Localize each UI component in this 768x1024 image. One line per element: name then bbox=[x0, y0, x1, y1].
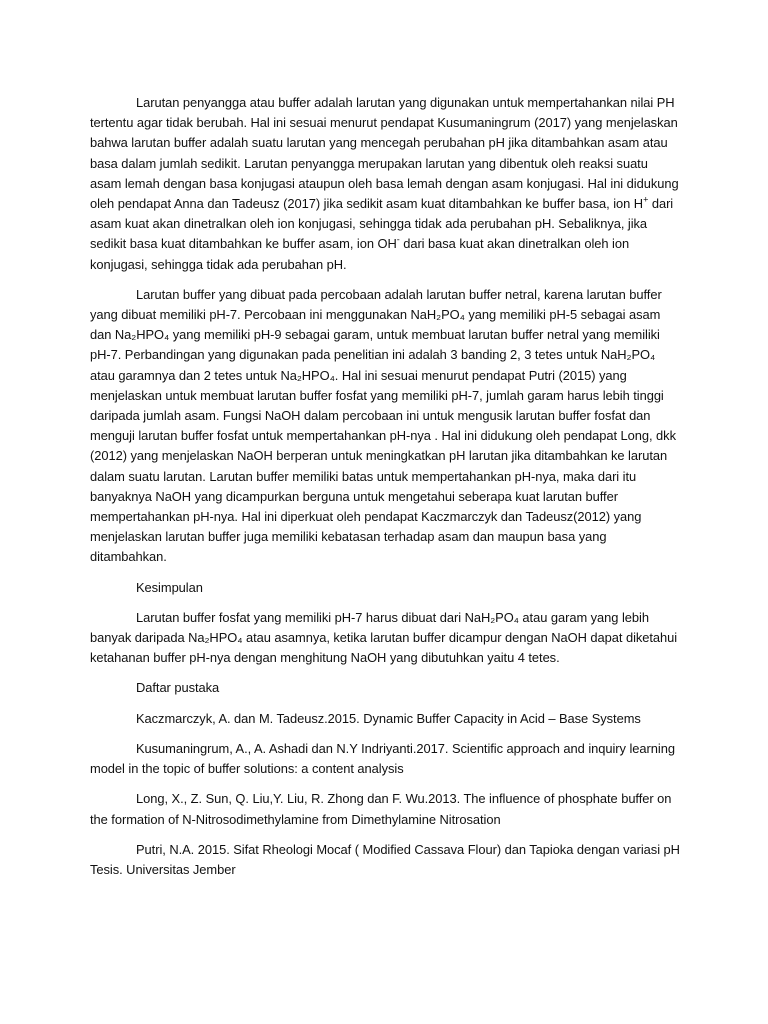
document-body bbox=[90, 93, 680, 890]
paragraph-buffer-definition bbox=[90, 93, 680, 275]
superscript-plus: + bbox=[643, 194, 649, 205]
text-run: dari asam kuat akan dinetralkan oleh ion konjugasi, sehingga tidak ada perubahan pH. Sebaliknya, jika sedikit basa kuat ditambahkan ke buffer asam, ion OH bbox=[90, 196, 674, 252]
text-run: Larutan buffer yang dibuat pada percobaan adalah larutan buffer netral, karena larutan buffer yang dibuat memiliki pH-7. Percobaan ini menggunakan NaH₂PO₄ yang memiliki pH-5 sebagai asam dan Na₂HPO₄ yang memiliki pH-9 sebagai garam, untuk membuat larutan buffer netral yang memiliki pH-7. Perbandingan yang digunakan pada penelitian ini adalah 3 banding 2, 3 tetes untuk NaH₂PO₄ atau garamnya dan 2 tetes untuk Na₂HPO₄. Hal ini sesuai menurut pendapat Putri (2015) yang menjelaskan untuk membuat larutan buffer fosfat yang memiliki pH-7, jumlah garam harus lebih tinggi daripada jumlah asam. Fungsi NaOH dalam percobaan ini untuk mengusik larutan buffer fosfat dan menguji larutan buffer fosfat untuk mempertahankan pH-nya . Hal ini didukung oleh pendapat Long, dkk (2012) yang menjelaskan NaOH berperan untuk meningkatkan pH larutan jika ditambahkan ke larutan dalam suatu larutan. Larutan buffer memiliki batas untuk mempertahankan pH-nya, maka dari itu banyaknya NaOH yang dicampurkan berguna untuk mengetahui seberapa kuat larutan buffer mempertahankan pH-nya. Hal ini diperkuat oleh pendapat Kaczmarczyk dan Tadeusz(2012) yang menjelaskan larutan buffer juga memiliki kebatasan terhadap asam dan maupun basa yang ditambahkan. bbox=[90, 286, 676, 565]
reference-item: Kusumaningrum, A., A. Ashadi dan N.Y Indriyanti.2017. Scientific approach and inquiry learning model in the topic of buffer solutions: a content analysis bbox=[90, 740, 675, 777]
reference-item: Putri, N.A. 2015. Sifat Rheologi Mocaf ( Modified Cassava Flour) dan Tapioka dengan variasi pH Tesis. Universitas Jember bbox=[90, 841, 680, 877]
text-run: dari basa kuat akan dinetralkan oleh ion konjugasi, sehingga tidak ada perubahan pH. bbox=[90, 236, 630, 272]
reference-item: Long, X., Z. Sun, Q. Liu,Y. Liu, R. Zhong dan F. Wu.2013. The influence of phosphate buffer on the formation of N-Nitrosodimethylamine from Dimethylamine Nitrosation bbox=[90, 791, 672, 827]
conclusion-paragraph: Larutan buffer fosfat yang memiliki pH-7 harus dibuat dari NaH₂PO₄ atau garam yang lebih banyak daripada Na₂HPO₄ atau asamnya, ketika larutan buffer dicampur dengan NaOH dapat diketahui ketahanan buffer pH-nya dengan menghitung NaOH yang dibutuhkan yaitu 4 tetes. bbox=[90, 609, 678, 666]
reference-item: Kaczmarczyk, A. dan M. Tadeusz.2015. Dynamic Buffer Capacity in Acid – Base Systems bbox=[136, 710, 641, 726]
text-run: Larutan penyangga atau buffer adalah larutan yang digunakan untuk mempertahankan nilai PH tertentu agar tidak berubah. Hal ini sesuai menurut pendapat Kusumaningrum (2017) yang menjelaskan bahwa larutan buffer adalah suatu larutan yang mencegah perubahan pH jika ditambahkan asam atau basa dalam jumlah sedikit. Larutan penyangga merupakan larutan yang dibentuk oleh reaksi suatu asam lemah dengan basa konjugasi ataupun oleh basa lemah dengan asam konjugasi. Hal ini didukung oleh pendapat Anna dan Tadeusz (2017) jika sedikit asam kuat ditambahkan ke buffer basa, ion H bbox=[90, 95, 679, 212]
paragraph-experiment-discussion bbox=[90, 285, 680, 568]
conclusion-heading: Kesimpulan bbox=[136, 579, 203, 595]
references-heading: Daftar pustaka bbox=[136, 680, 220, 696]
superscript-minus: - bbox=[396, 235, 400, 246]
